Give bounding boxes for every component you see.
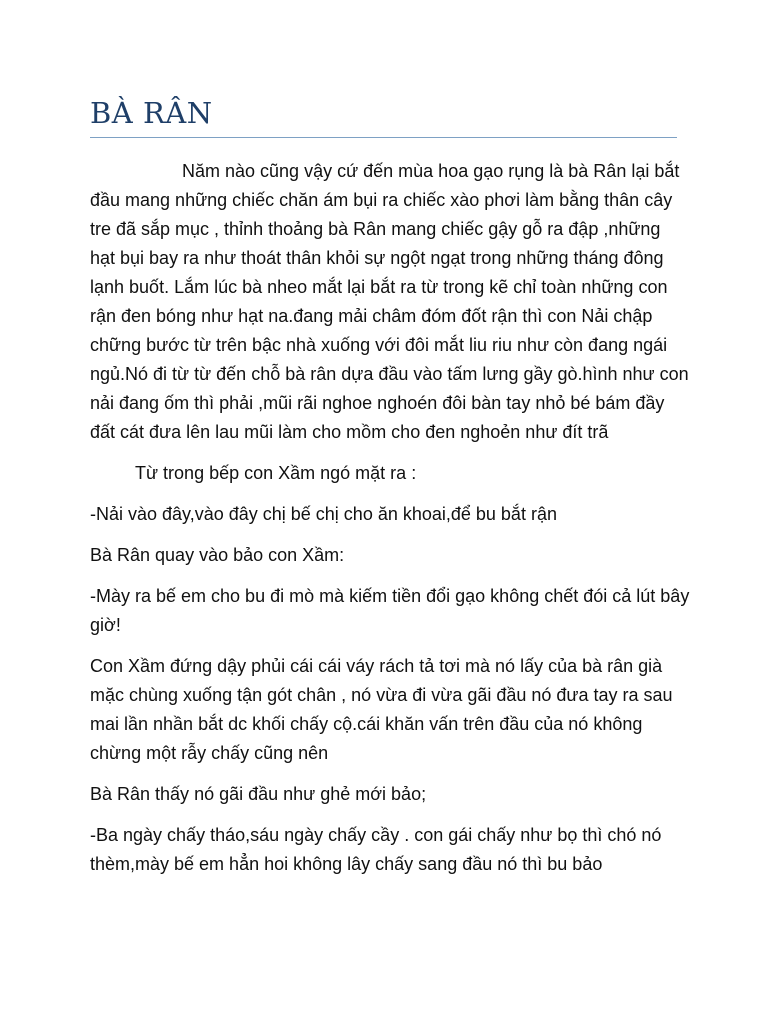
- title-underline: [90, 137, 677, 138]
- paragraph-3: -Nải vào đây,vào đây chị bế chị cho ăn khoai,để bu bắt rận: [90, 504, 557, 524]
- paragraph-6: Con Xầm đứng dậy phủi cái cái váy rách tả tơi mà nó lấy của bà rân già mặc chùng xuống tận gót chân , nó vừa đi vừa gãi đầu nó đưa tay ra sau mai lần nhần bắt dc khối chấy cộ.cái khăn vấn trên đầu của nó không chừng một rẫy chấy cũng nên: [90, 656, 673, 763]
- paragraph-5: -Mày ra bế em cho bu đi mò mà kiếm tiền đổi gạo không chết đói cả lút bây giờ!: [90, 586, 690, 635]
- paragraph-2: Từ trong bếp con Xầm ngó mặt ra :: [135, 463, 417, 483]
- paragraph-1: Năm nào cũng vậy cứ đến mùa hoa gạo rụng là bà Rân lại bắt đầu mang những chiếc chăn ám bụi ra chiếc xào phơi làm bằng thân cây tre đã sắp mục , thỉnh thoảng bà Rân mang chiếc gậy gỗ ra đập ,những hạt bụi bay ra như thoát thân khỏi sự ngột ngạt trong những tháng đông lạnh buốt. Lắm lúc bà nheo mắt lại bắt ra từ trong kẽ chỉ toàn những con rận đen bóng như hạt na.đang mải châm đóm đốt rận thì con Nải chập chững bước từ trên bậc nhà xuống với đôi mắt liu riu như còn đang ngái ngủ.Nó đi từ từ đến chỗ bà rân dựa đầu vào tấm lưng gầy gò.hình như con nải đang ốm thì phải ,mũi rãi nghoe nghoén đôi bàn tay nhỏ bé bám đầy đất cát đưa lên lau mũi làm cho mồm cho đen nghoẻn như đít trã: [90, 161, 689, 442]
- paragraph-7: Bà Rân thấy nó gãi đầu như ghẻ mới bảo;: [90, 784, 427, 804]
- document-title: BÀ RÂN: [90, 96, 213, 130]
- document-body: [90, 157, 690, 891]
- paragraph-4: Bà Rân quay vào bảo con Xầm:: [90, 545, 345, 565]
- paragraph-8: -Ba ngày chấy tháo,sáu ngày chấy cầy . con gái chấy như bọ thì chó nó thèm,mày bế em hẳn hoi không lây chấy sang đầu nó thì bu bảo: [90, 825, 662, 874]
